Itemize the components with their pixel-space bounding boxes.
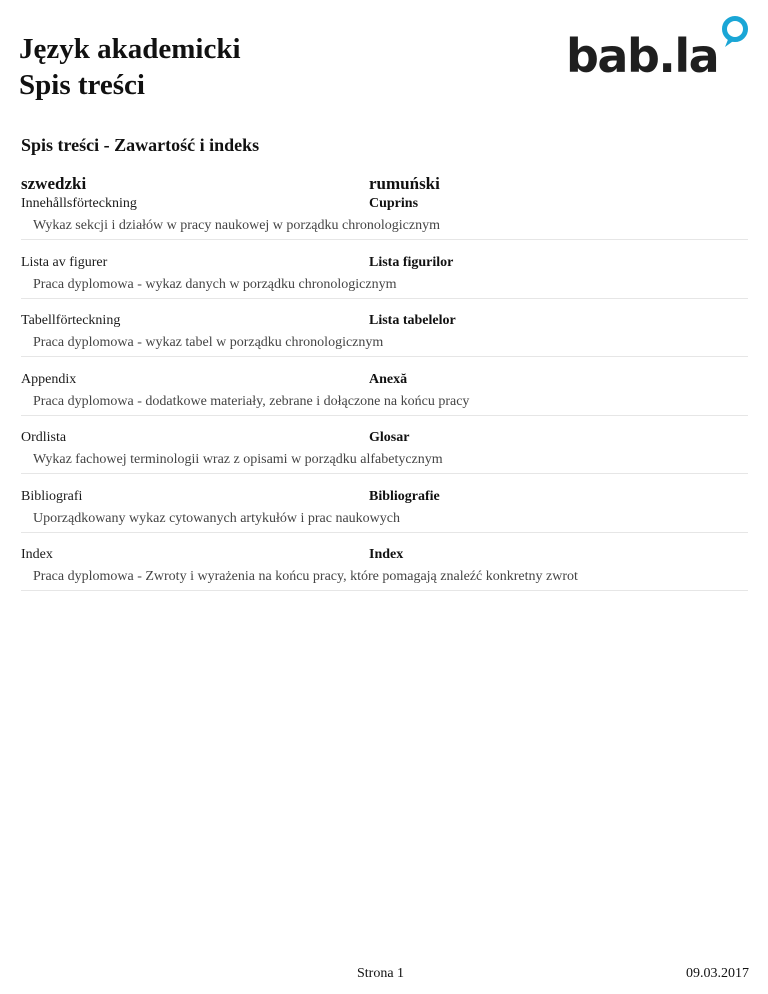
target-phrase: Cuprins: [369, 196, 419, 211]
phrase-description: Praca dyplomowa - Zwroty i wyrażenia na końcu pracy, które pomagają znaleźć konkretny zwrot: [33, 569, 578, 584]
target-phrase: Anexă: [369, 371, 408, 387]
source-phrase: Lista av figurer: [21, 254, 108, 270]
source-phrase: Ordlista: [21, 430, 67, 445]
page-title-line-1: Język akademicki: [19, 33, 241, 65]
divider: [21, 473, 748, 474]
source-phrase: Tabellförteckning: [21, 313, 121, 328]
phrase-entry: [21, 547, 748, 606]
target-phrase: Bibliografie: [369, 488, 440, 504]
page-title-line-2: Spis treści: [19, 69, 145, 101]
phrase-entry: [21, 372, 748, 431]
divider: [21, 239, 748, 240]
page-number: Strona 1: [357, 966, 405, 981]
source-phrase: Bibliografi: [21, 488, 83, 504]
target-phrase: Index: [369, 547, 404, 562]
section-title: Spis treści - Zawartość i indeks: [21, 135, 260, 155]
column-header-target: rumuński: [369, 174, 440, 193]
phrase-entry: [21, 489, 748, 548]
divider: [21, 415, 748, 416]
phrase-entry: [21, 255, 748, 314]
page-title: [19, 31, 241, 103]
speech-bubble-icon: [725, 19, 746, 48]
bab-la-logo: [566, 14, 752, 78]
logo-text: bab.la: [566, 29, 719, 78]
divider: [21, 356, 748, 357]
source-phrase: Appendix: [21, 371, 77, 387]
phrase-description: Wykaz sekcji i działów w pracy naukowej w porządku chronologicznym: [33, 218, 440, 233]
column-header-source: szwedzki: [21, 174, 87, 193]
phrase-description: Wykaz fachowej terminologii wraz z opisami w porządku alfabetycznym: [33, 452, 443, 467]
phrase-description: Uporządkowany wykaz cytowanych artykułów i prac naukowych: [33, 510, 400, 526]
divider: [21, 532, 748, 533]
phrase-entry: [21, 430, 748, 489]
divider: [21, 298, 748, 299]
divider: [21, 590, 748, 591]
source-phrase: Innehållsförteckning: [21, 196, 137, 211]
phrase-description: Praca dyplomowa - wykaz danych w porządku chronologicznym: [33, 276, 397, 292]
target-phrase: Glosar: [369, 430, 410, 445]
phrase-description: Praca dyplomowa - wykaz tabel w porządku chronologicznym: [33, 335, 384, 350]
target-phrase: Lista figurilor: [369, 254, 454, 270]
document-date: 09.03.2017: [686, 966, 749, 981]
phrase-entry: [21, 313, 748, 372]
target-phrase: Lista tabelelor: [369, 313, 456, 328]
phrase-list: [21, 196, 748, 606]
source-phrase: Index: [21, 547, 53, 562]
phrase-description: Praca dyplomowa - dodatkowe materiały, zebrane i dołączone na końcu pracy: [33, 393, 470, 409]
phrase-entry: [21, 196, 748, 255]
